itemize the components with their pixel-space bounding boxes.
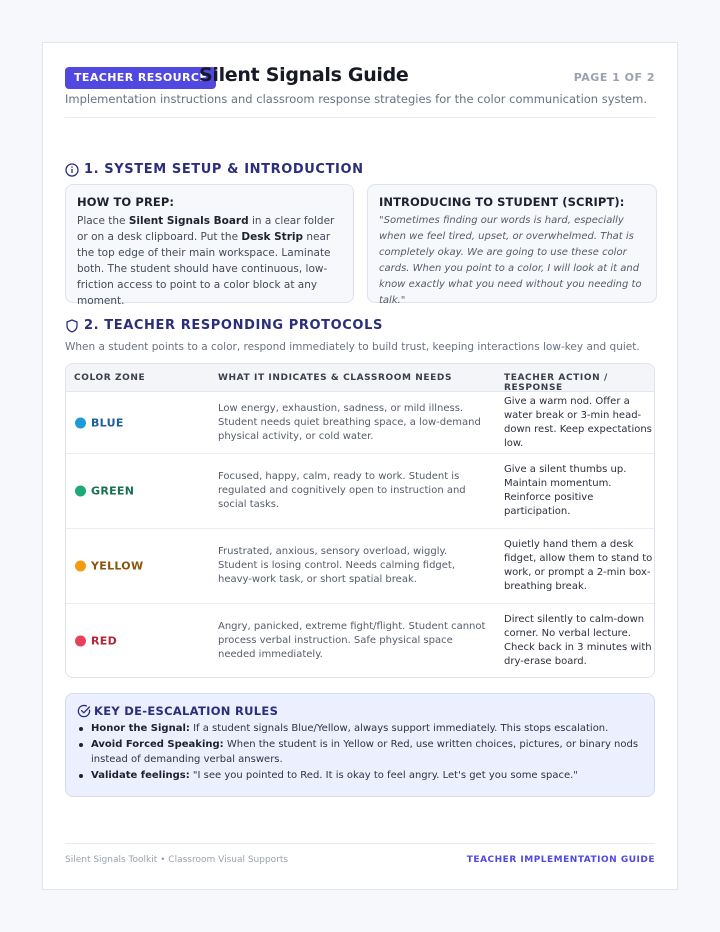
zone-red — [75, 634, 117, 647]
action-text: Give a warm nod. Offer a water break or 3-min head-down rest. Keep expectations low. — [504, 395, 652, 449]
teacher-resource-badge: TEACHER RESOURCE — [65, 67, 216, 89]
header — [65, 64, 655, 91]
board-name: Silent Signals Board — [128, 215, 249, 227]
info-circle-icon — [65, 163, 79, 177]
action-text: Direct silently to calm-down corner. No verbal lecture. Check back in 3 minutes with dry-erase board. — [504, 613, 652, 667]
page-subtitle: Implementation instructions and classroom response strategies for the color communication system. — [65, 92, 647, 106]
table-header — [66, 364, 654, 392]
needs-text: Focused, happy, calm, ready to work. Student is regulated and cognitively open to instruction and social tasks. — [218, 471, 466, 510]
intro-script: "Sometimes finding our words is hard, especially when we feel tired, upset, or overwhelmed. That is completely okay. We are going to use these color cards. When you point to a color, I will look at it and know exactly what you need without you needing to talk." — [379, 215, 642, 306]
strip-name: Desk Strip — [241, 231, 303, 243]
zone-green — [75, 485, 134, 498]
green-dot — [75, 486, 86, 497]
section2-title-text: 2. TEACHER RESPONDING PROTOCOLS — [84, 318, 383, 333]
footer-right: TEACHER IMPLEMENTATION GUIDE — [466, 855, 655, 865]
zone-label: RED — [91, 634, 118, 647]
intro-heading: INTRODUCING TO STUDENT (SCRIPT): — [379, 195, 625, 209]
page-number: PAGE 1 OF 2 — [573, 71, 655, 84]
list-item: Validate feelings: "I see you pointed to Red. It is okay to feel angry. Let's get you some space." — [77, 768, 643, 783]
list-item: Honor the Signal: If a student signals Blue/Yellow, always support immediately. This stops escalation. — [77, 721, 643, 736]
zone-label: BLUE — [91, 416, 124, 429]
section2-description: When a student points to a color, respond immediately to build trust, keeping interactions low-key and quiet. — [65, 341, 640, 353]
section1-title — [65, 161, 364, 179]
prep-card — [65, 184, 354, 307]
document-page — [42, 42, 678, 890]
action-text: Quietly hand them a desk fidget, allow them to stand to work, or prompt a 2-min box-breathing break. — [504, 539, 653, 592]
page-title: Silent Signals Guide — [199, 64, 409, 86]
table-row-blue — [66, 392, 654, 454]
footer-left: Silent Signals Toolkit • Classroom Visual Supports — [65, 855, 289, 865]
table-row-yellow — [66, 529, 654, 604]
table-row-green — [66, 454, 654, 529]
zone-yellow — [75, 560, 143, 573]
intro-card — [367, 184, 657, 306]
col-needs: WHAT IT INDICATES & CLASSROOM NEEDS — [218, 373, 453, 383]
zone-label: GREEN — [91, 484, 135, 498]
yellow-dot — [75, 561, 86, 572]
col-color-zone: COLOR ZONE — [74, 373, 146, 383]
col-action: TEACHER ACTION / RESPONSE — [504, 373, 608, 393]
rule-label: Avoid Forced Speaking: — [91, 739, 224, 750]
rule-label: Honor the Signal: — [91, 723, 190, 734]
section1-title-text: 1. SYSTEM SETUP & INTRODUCTION — [84, 162, 364, 177]
protocol-table — [65, 363, 655, 678]
prep-heading: HOW TO PREP: — [77, 195, 175, 209]
needs-text: Low energy, exhaustion, sadness, or mild illness. Student needs quiet breathing space, a low-demand physical activity, or cold water. — [218, 402, 481, 442]
needs-text: Frustrated, anxious, sensory overload, wiggly. Student is losing control. Needs calming fidget, heavy-work task, or short spatial break. — [218, 546, 456, 585]
rules-heading — [77, 704, 643, 718]
rules-list — [77, 721, 643, 783]
de-escalation-rules — [65, 693, 655, 797]
action-text: Give a silent thumbs up. Maintain momentum. Reinforce positive participation. — [504, 464, 627, 517]
prep-text: Place the Silent Signals Board in a clear folder or on a desk clipboard. Put the Desk Strip near the top edge of their main workspace. Laminate both. The student should have continuous, low-friction access to point to a color block at any moment. — [77, 215, 335, 307]
list-item: Avoid Forced Speaking: When the student is in Yellow or Red, use written choices, pictures, or binary nods instead of demanding verbal answers. — [77, 737, 643, 767]
rules-title: KEY DE-ESCALATION RULES — [94, 704, 279, 718]
table-row-red — [66, 604, 654, 677]
needs-text: Angry, panicked, extreme fight/flight. Student cannot process verbal instruction. Safe physical space needed immediately. — [218, 620, 486, 660]
footer-divider — [65, 843, 655, 844]
blue-dot — [75, 417, 86, 428]
rule-label: Validate feelings: — [91, 770, 190, 781]
zone-blue — [75, 416, 124, 429]
check-circle-icon — [77, 704, 91, 718]
header-divider — [65, 117, 655, 118]
section2-title — [65, 317, 383, 335]
shield-icon — [65, 319, 79, 333]
zone-label: YELLOW — [91, 559, 144, 573]
red-dot — [75, 635, 86, 646]
